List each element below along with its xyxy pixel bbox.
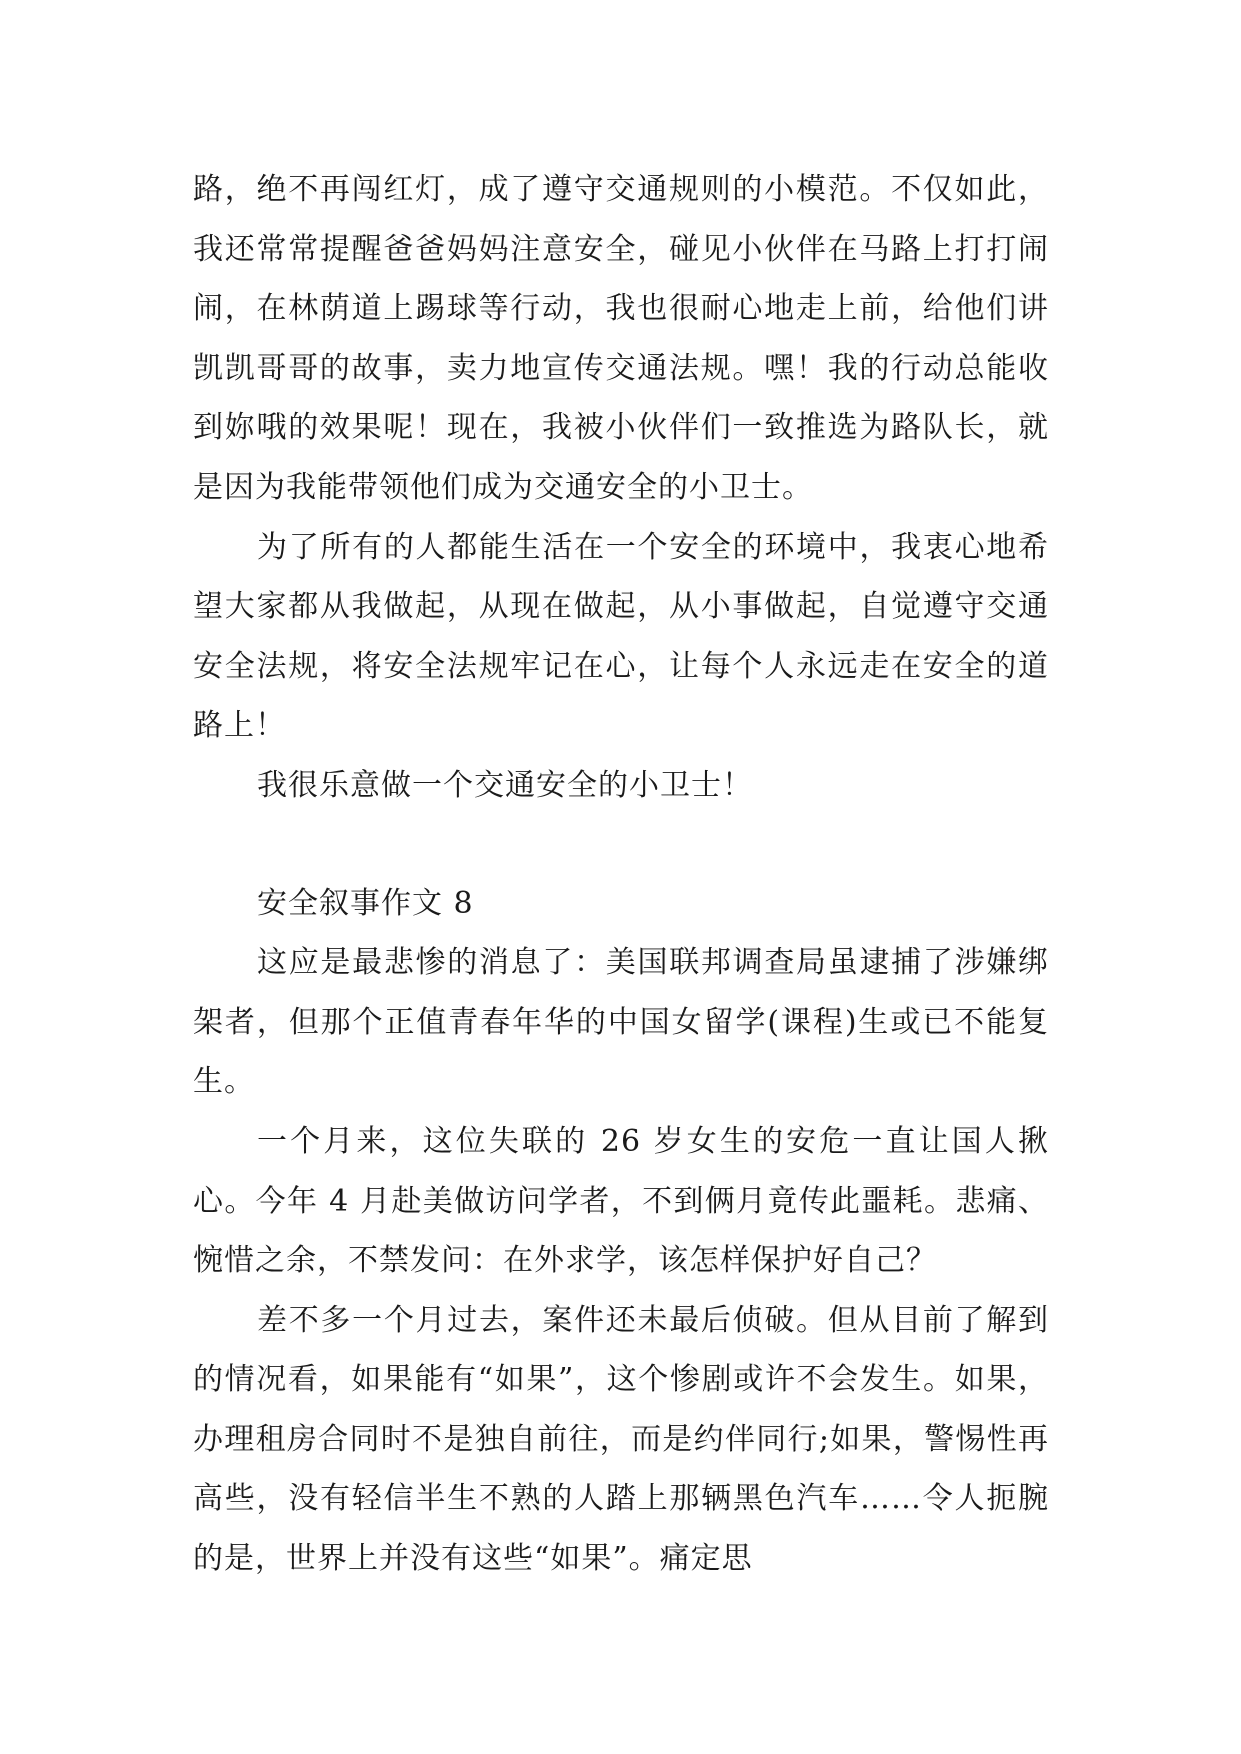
paragraph-continued: 路，绝不再闯红灯，成了遵守交通规则的小模范。不仅如此，我还常常提醒爸爸妈妈注意安全，碰见小伙伴在马路上打打闹闹，在林荫道上踢球等行动，我也很耐心地走上前，给他们讲凯凯哥哥的故事，卖力地宣传交通法规。嘿！我的行动总能收到妳哦的效果呢！现在，我被小伙伴们一致推选为路队长，就是因为我能带领他们成为交通安全的小卫士。	[193, 172, 1049, 505]
paragraph: 差不多一个月过去，案件还未最后侦破。但从目前了解到的情况看，如果能有“如果”，这个惨剧或许不会发生。如果，办理租房合同时不是独自前往，而是约伴同行;如果，警惕性再高些，没有轻信半生不熟的人踏上那辆黑色汽车……令人扼腕的是，世界上并没有这些“如果”。痛定思	[193, 1302, 1049, 1577]
paragraph: 我很乐意做一个交通安全的小卫士！	[257, 767, 753, 803]
paragraph: 这应是最悲惨的消息了：美国联邦调查局虽逮捕了涉嫌绑架者，但那个正值青春年华的中国女留学(课程)生或已不能复生。	[193, 945, 1049, 1100]
section-title: 安全叙事作文 8	[257, 885, 474, 921]
paragraph: 为了所有的人都能生活在一个安全的环境中，我衷心地希望大家都从我做起，从现在做起，从小事做起，自觉遵守交通安全法规，将安全法规牢记在心，让每个人永远走在安全的道路上！	[193, 529, 1049, 744]
document-page	[193, 160, 1049, 1589]
paragraph: 一个月来，这位失联的 26 岁女生的安危一直让国人揪心。今年 4 月赴美做访问学者，不到俩月竟传此噩耗。悲痛、惋惜之余，不禁发问：在外求学，该怎样保护好自己？	[193, 1123, 1049, 1279]
